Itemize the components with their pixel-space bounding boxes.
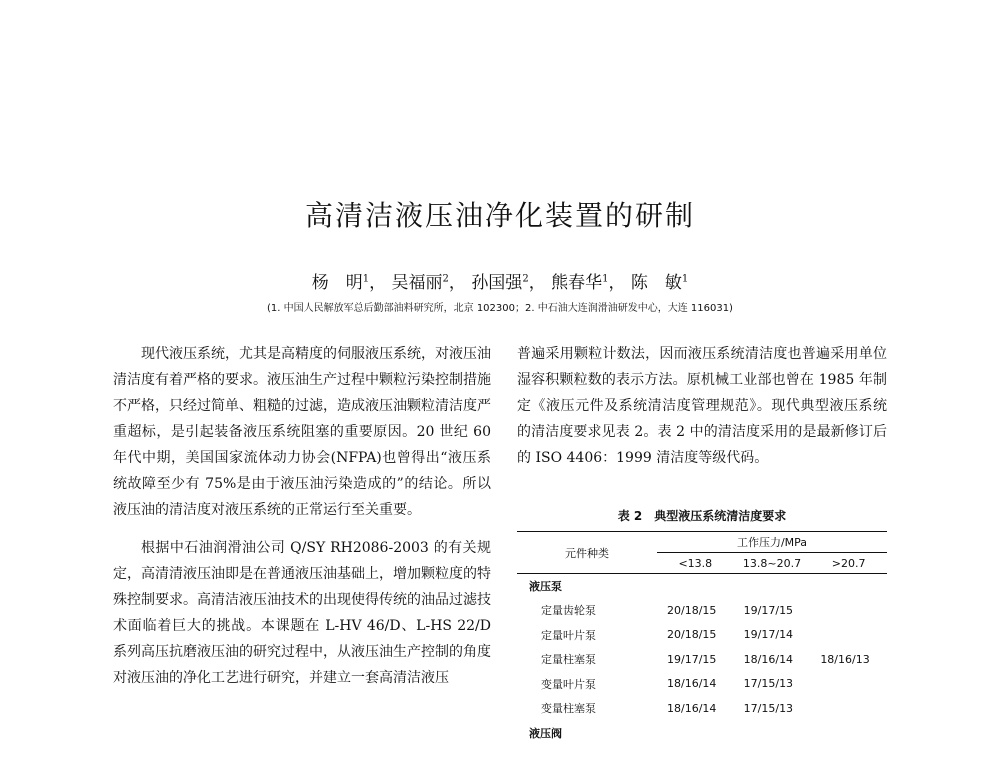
paper-title: 高清洁液压油净化装置的研制: [304, 199, 695, 232]
paragraph: 普遍采用颗粒计数法，因而液压系统清洁度也普遍采用单位湿容积颗粒数的表示方法。原机械工业部也曾在 1985 年制定《液压元件及系统清洁度管理规范》。现代典型液压系统的清洁度要求见表 2。表 2 中的清洁度采用的是最新修订后的 ISO 4406：1999 清洁度等级代码。: [517, 346, 887, 466]
author: 吴福丽$^2$: [391, 273, 449, 293]
right-column: [517, 341, 887, 471]
table-row: [517, 696, 887, 721]
author-list: 杨 明$^1$， 吴福丽$^2$， 孙国强$^2$， 熊春华$^1$， 陈 敏$^1$: [311, 273, 689, 293]
table-caption: 表 2 典型液压系统清洁度要求: [617, 509, 787, 523]
cell: [810, 672, 887, 697]
author: 孙国强$^2$: [471, 273, 529, 293]
cell: [810, 696, 887, 721]
cell: 18/16/13: [820, 652, 870, 666]
table-row: [517, 623, 887, 648]
author: 杨 明$^1$: [311, 273, 370, 293]
left-column: [113, 341, 491, 691]
paragraph: 现代液压系统，尤其是高精度的伺服液压系统，对液压油清洁度有着严格的要求。液压油生产过程中颗粒污染控制措施不严格，只经过简单、粗糙的过滤，造成液压油颗粒清洁度严重超标，是引起装备液压系统阻塞的重要原因。20 世纪 60 年代中期，美国国家流体动力协会(NFPA)也曾得出“液压系统故障至少有 75%是由于液压油污染造成的”的结论。所以液压油的清洁度对液压系统的正常运行至关重要。: [113, 346, 491, 518]
cell: 19/17/14: [743, 628, 794, 642]
cell: 19/17/15: [743, 603, 794, 617]
component-name: 定量柱塞泵: [541, 653, 596, 667]
table-row: [517, 672, 887, 697]
group-label: 液压泵: [529, 580, 562, 593]
cell: 20/18/15: [667, 603, 717, 617]
cell: 20/18/15: [667, 628, 717, 642]
component-name: 定量叶片泵: [541, 628, 596, 642]
table-group-row: [517, 721, 887, 746]
author: 陈 敏$^1$: [630, 273, 689, 293]
column-header: <13.8: [657, 553, 734, 574]
group-label: 液压阀: [529, 726, 562, 740]
component-name: 变量叶片泵: [541, 677, 596, 691]
affiliations: (1. 中国人民解放军总后勤部油料研究所，北京 102300；2. 中石油大连润滑油研发中心，大连 116031): [267, 303, 733, 314]
component-name: 变量柱塞泵: [541, 702, 596, 716]
cell: 18/16/14: [667, 677, 717, 691]
table-row: [517, 647, 887, 672]
table-group-row: [517, 574, 887, 599]
paragraph: 根据中石油润滑油公司 Q/SY RH2086-2003 的有关规定，高清清液压油即是在普通液压油基础上，增加颗粒度的特殊控制要求。高清洁液压油技术的出现使得传统的油品过滤技术面临着巨大的挑战。本课题在 L-HV 46/D、L-HS 22/D 系列高压抗磨液压油的研究过程中，从液压油生产控制的角度对液压油的净化工艺进行研究，并建立一套高清洁液压: [113, 540, 491, 686]
cell: [810, 623, 887, 648]
cell: 17/15/13: [743, 677, 794, 691]
column-header: >20.7: [810, 553, 887, 574]
cleanliness-table: [517, 531, 887, 745]
cell: [810, 598, 887, 623]
table-row: [517, 598, 887, 623]
row-header: 元件种类: [517, 532, 657, 574]
cell: 17/15/13: [743, 701, 794, 715]
cell: 18/16/14: [667, 701, 717, 715]
component-name: 定量齿轮泵: [541, 604, 596, 618]
pressure-header: 工作压力/MPa: [657, 532, 887, 553]
cell: 18/16/14: [743, 652, 794, 666]
column-header: 13.8~20.7: [734, 553, 811, 574]
cell: 19/17/15: [667, 652, 717, 666]
author: 熊春华$^1$: [551, 273, 609, 293]
